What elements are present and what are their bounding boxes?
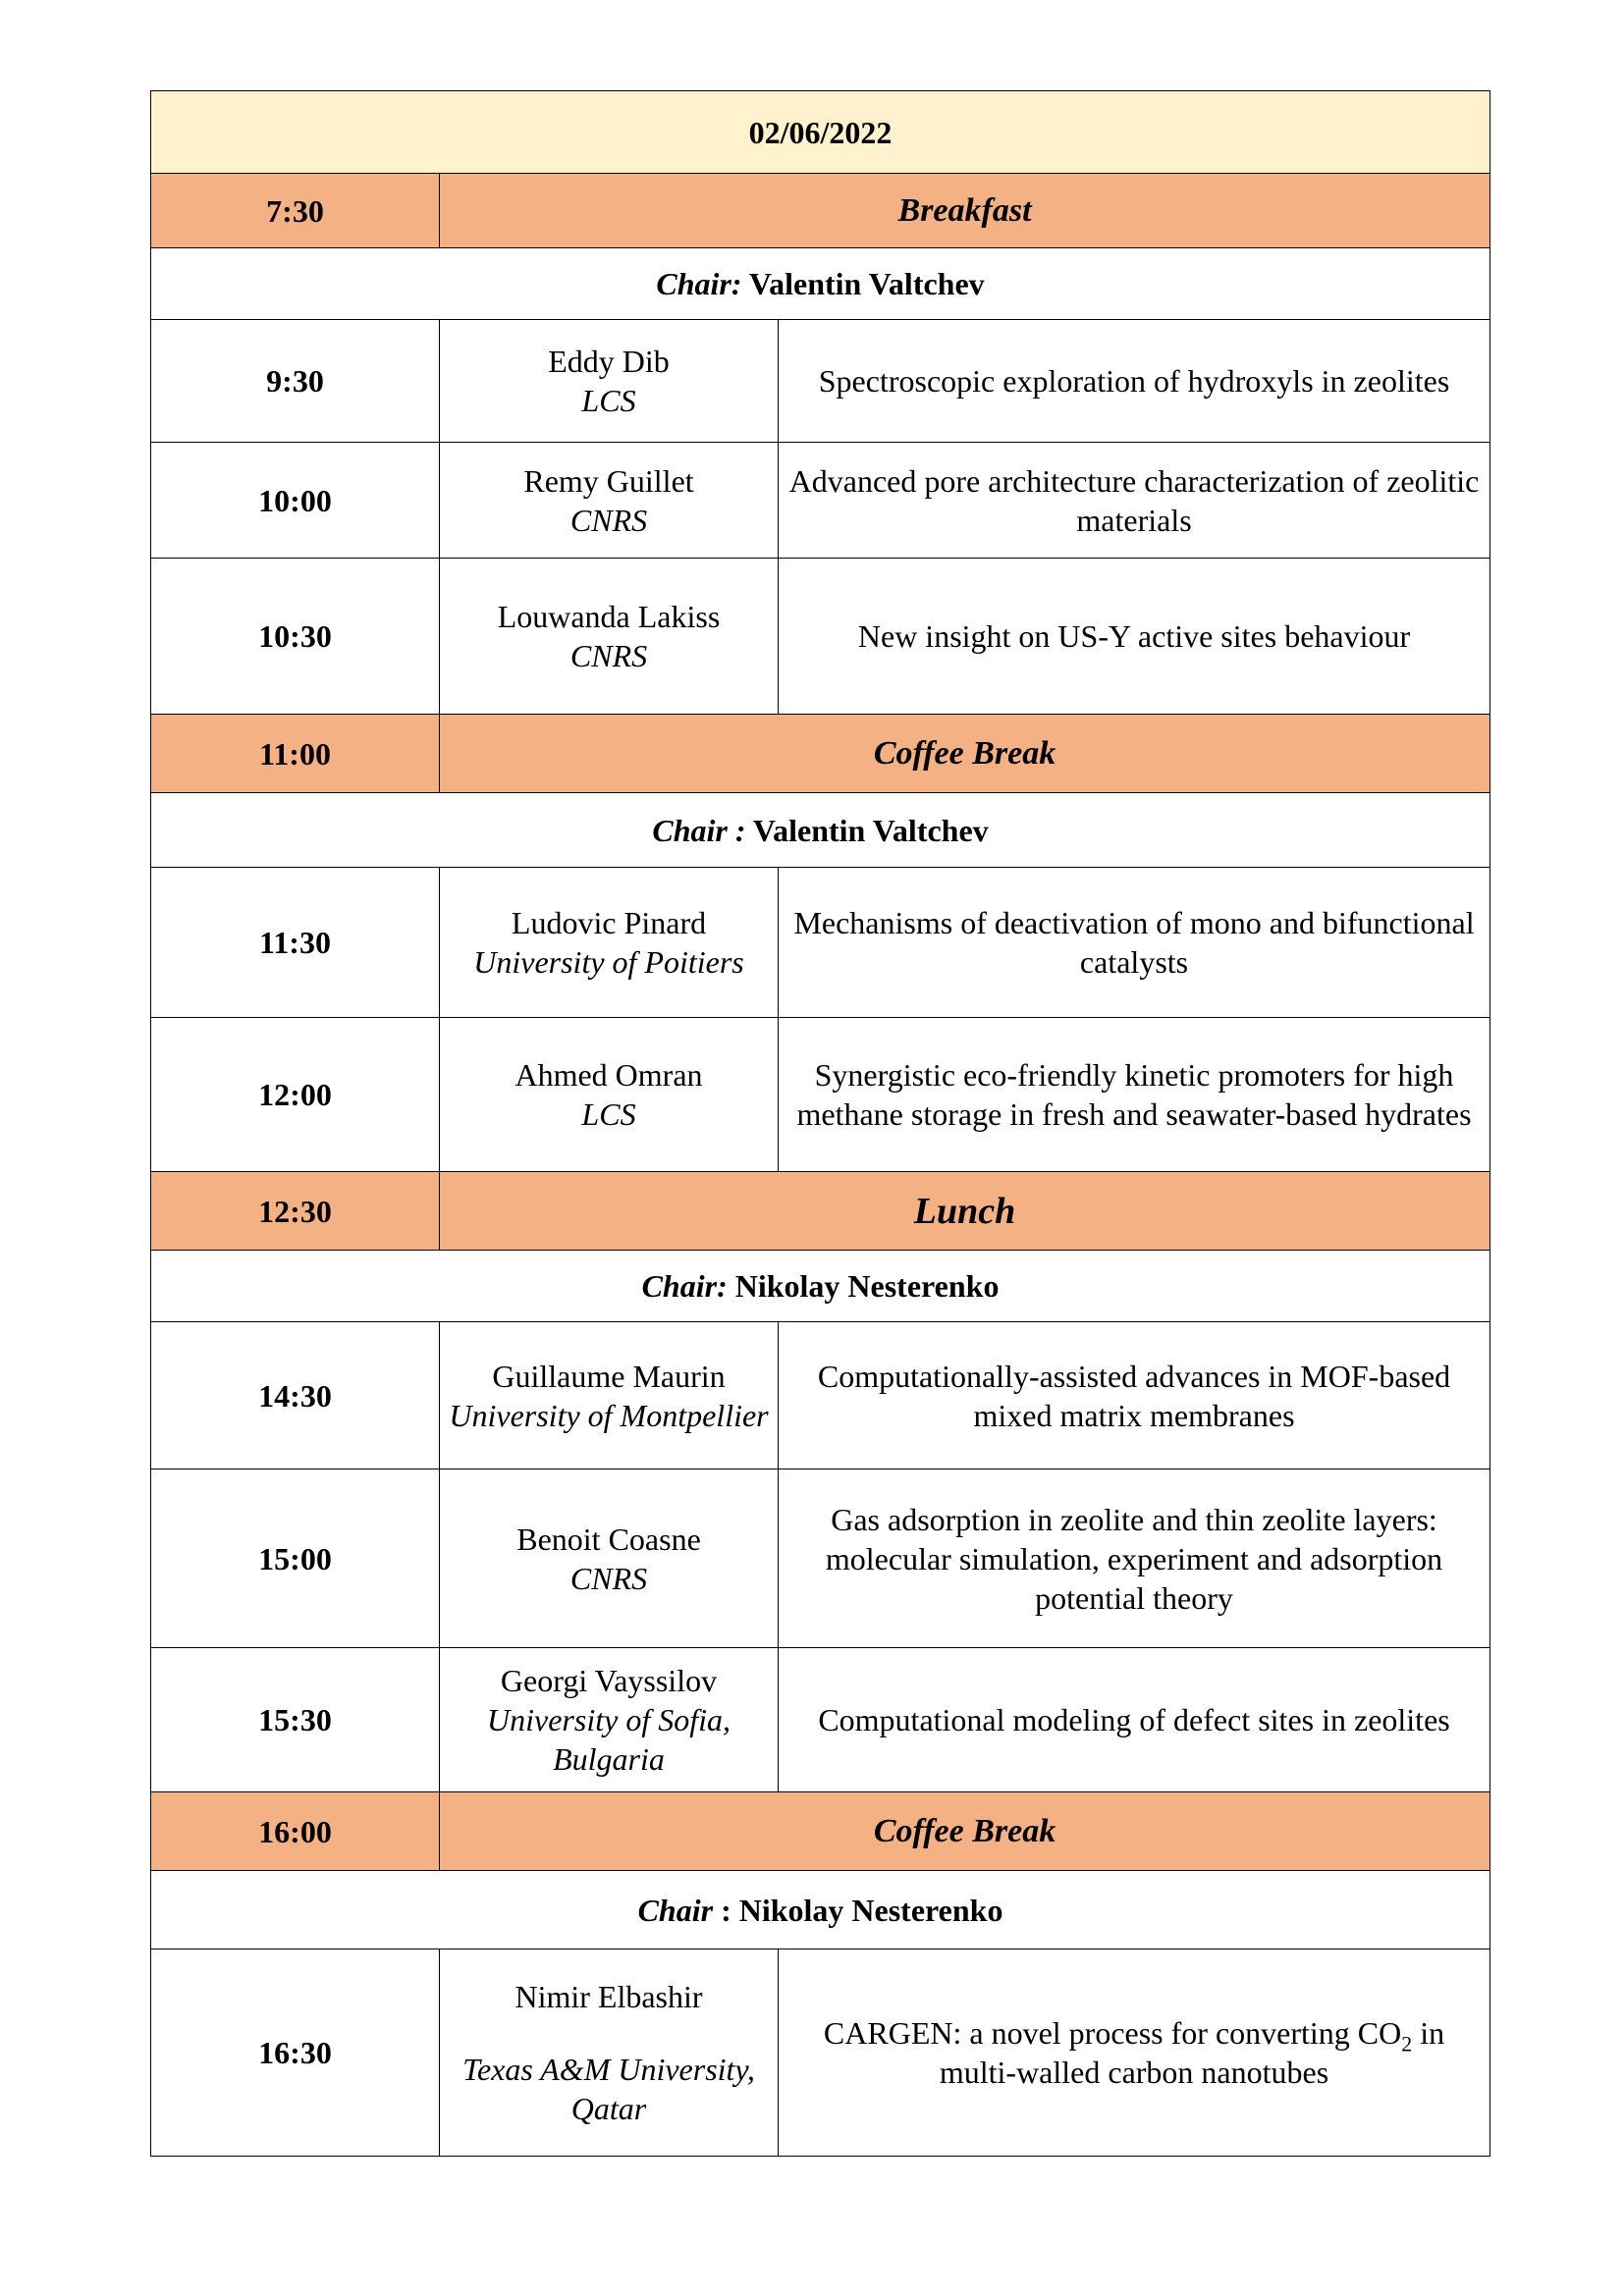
breakfast-label: Breakfast bbox=[440, 174, 1490, 248]
chair-label: Chair bbox=[637, 1892, 714, 1928]
chair-cell bbox=[151, 1871, 1490, 1949]
speaker-name: Louwanda Lakiss bbox=[497, 599, 721, 634]
talk-title: Spectroscopic exploration of hydroxyls in zeolites bbox=[779, 320, 1490, 443]
chair-label: Chair : bbox=[652, 812, 746, 848]
speaker-name: Nimir Elbashir bbox=[514, 1979, 703, 2014]
talk-time: 10:30 bbox=[151, 559, 440, 715]
talk-time: 15:30 bbox=[151, 1648, 440, 1792]
chair-name: Valentin Valtchev bbox=[752, 812, 989, 848]
chair-name: : Nikolay Nesterenko bbox=[721, 1892, 1003, 1928]
date-header: 02/06/2022 bbox=[151, 91, 1490, 174]
talk-title: Computationally-assisted advances in MOF-based mixed matrix membranes bbox=[779, 1322, 1490, 1469]
talk-row bbox=[151, 1322, 1490, 1469]
speaker-cell bbox=[440, 868, 779, 1018]
talk-title: Synergistic eco-friendly kinetic promoters for high methane storage in fresh and seawater-based hydrates bbox=[779, 1018, 1490, 1172]
lunch-label: Lunch bbox=[440, 1172, 1490, 1251]
talk-title: Computational modeling of defect sites in zeolites bbox=[779, 1648, 1490, 1792]
speaker-affiliation: CNRS bbox=[569, 638, 648, 673]
speaker-cell bbox=[440, 1648, 779, 1792]
speaker-name: Eddy Dib bbox=[548, 344, 670, 379]
chair-row bbox=[151, 248, 1490, 320]
speaker-cell bbox=[440, 443, 779, 559]
speaker-cell bbox=[440, 559, 779, 715]
chair-row bbox=[151, 1871, 1490, 1949]
talk-title: New insight on US-Y active sites behaviour bbox=[779, 559, 1490, 715]
talk-time: 16:30 bbox=[151, 1949, 440, 2157]
talk-row bbox=[151, 1949, 1490, 2157]
chair-cell bbox=[151, 793, 1490, 868]
chair-name: Valentin Valtchev bbox=[748, 266, 985, 301]
coffee-break-time: 11:00 bbox=[151, 715, 440, 793]
talk-title-part: in multi-walled carbon nanotubes bbox=[939, 2015, 1445, 2090]
talk-time: 11:30 bbox=[151, 868, 440, 1018]
chair-name: Nikolay Nesterenko bbox=[734, 1268, 1000, 1304]
talk-row bbox=[151, 1469, 1490, 1648]
speaker-affiliation: LCS bbox=[581, 383, 636, 418]
chair-row bbox=[151, 1251, 1490, 1322]
coffee-break-label: Coffee Break bbox=[440, 715, 1490, 793]
breakfast-row bbox=[151, 174, 1490, 248]
breakfast-time: 7:30 bbox=[151, 174, 440, 248]
speaker-cell bbox=[440, 1469, 779, 1648]
talk-row bbox=[151, 559, 1490, 715]
talk-row bbox=[151, 868, 1490, 1018]
coffee-break-row bbox=[151, 1792, 1490, 1871]
speaker-affiliation: LCS bbox=[581, 1096, 636, 1132]
speaker-affiliation: CNRS bbox=[569, 1560, 648, 1596]
speaker-name: Benoit Coasne bbox=[516, 1521, 701, 1557]
subscript-two: 2 bbox=[1401, 2031, 1413, 2056]
talk-time: 15:00 bbox=[151, 1469, 440, 1648]
talk-row bbox=[151, 443, 1490, 559]
speaker-cell bbox=[440, 1322, 779, 1469]
talk-time: 12:00 bbox=[151, 1018, 440, 1172]
chair-label: Chair: bbox=[656, 266, 742, 301]
speaker-cell bbox=[440, 1949, 779, 2157]
coffee-break-time: 16:00 bbox=[151, 1792, 440, 1871]
talk-title: Gas adsorption in zeolite and thin zeolite layers: molecular simulation, experiment and adsorption potential theory bbox=[779, 1469, 1490, 1648]
speaker-name: Ahmed Omran bbox=[514, 1057, 703, 1093]
coffee-break-row bbox=[151, 715, 1490, 793]
lunch-time: 12:30 bbox=[151, 1172, 440, 1251]
talk-row bbox=[151, 1648, 1490, 1792]
talk-title bbox=[779, 1949, 1490, 2157]
chair-cell bbox=[151, 248, 1490, 320]
speaker-name: Guillaume Maurin bbox=[492, 1358, 726, 1394]
talk-title: Advanced pore architecture characterization of zeolitic materials bbox=[779, 443, 1490, 559]
speaker-affiliation: CNRS bbox=[569, 502, 648, 538]
schedule-table bbox=[150, 90, 1490, 2157]
talk-time: 14:30 bbox=[151, 1322, 440, 1469]
chair-cell bbox=[151, 1251, 1490, 1322]
speaker-cell bbox=[440, 320, 779, 443]
speaker-name: Remy Guillet bbox=[523, 462, 694, 499]
date-row bbox=[151, 91, 1490, 174]
speaker-affiliation: University of Sofia, Bulgaria bbox=[487, 1702, 731, 1777]
speaker-cell bbox=[440, 1018, 779, 1172]
chair-row bbox=[151, 793, 1490, 868]
talk-title-part: CARGEN: a novel process for converting CO bbox=[823, 2015, 1402, 2051]
talk-row bbox=[151, 320, 1490, 443]
talk-time: 9:30 bbox=[151, 320, 440, 443]
speaker-name: Ludovic Pinard bbox=[511, 905, 707, 940]
speaker-affiliation: Texas A&M University, Qatar bbox=[462, 2052, 755, 2126]
talk-row bbox=[151, 1018, 1490, 1172]
talk-time: 10:00 bbox=[151, 443, 440, 559]
speaker-affiliation: University of Poitiers bbox=[473, 944, 744, 980]
coffee-break-label: Coffee Break bbox=[440, 1792, 1490, 1871]
lunch-row bbox=[151, 1172, 1490, 1251]
speaker-affiliation: University of Montpellier bbox=[449, 1397, 769, 1433]
talk-title: Mechanisms of deactivation of mono and bifunctional catalysts bbox=[779, 868, 1490, 1018]
chair-label: Chair: bbox=[641, 1268, 728, 1304]
speaker-name: Georgi Vayssilov bbox=[500, 1663, 718, 1698]
